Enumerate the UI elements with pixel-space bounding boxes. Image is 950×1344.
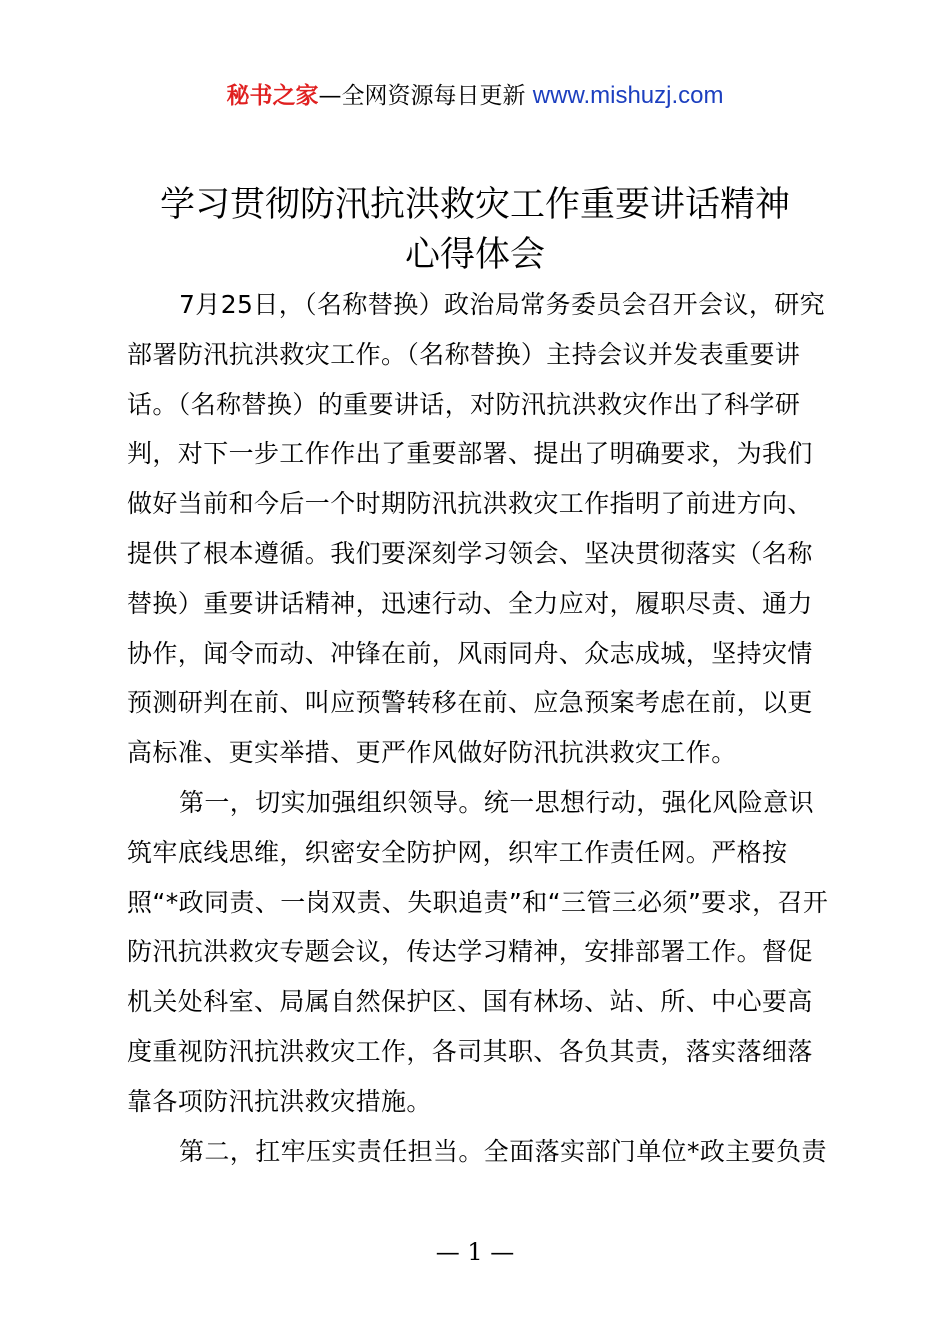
- document-title: [0, 180, 950, 280]
- site-banner: [0, 80, 950, 112]
- paragraph-first: 第一，切实加强组织领导。统一思想行动，强化风险意识筑牢底线思维，织密安全防护网，织牢工作责任网。严格按照“*政同责、一岗双责、失职追责”和“三管三必须”要求，召开防汛抗洪救灾专题会议，传达学习精神，安排部署工作。督促机关处科室、局属自然保护区、国有林场、站、所、中心要高度重视防汛抗洪救灾工作，各司其职、各负其责，落实落细落靠各项防汛抗洪救灾措施。: [127, 787, 829, 1116]
- page-number: [0, 1236, 950, 1268]
- title-line-2: 心得体会: [404, 235, 545, 275]
- banner-tagline: —全网资源每日更新: [318, 83, 526, 109]
- title-line-1: 学习贯彻防汛抗洪救灾工作重要讲话精神: [159, 185, 790, 225]
- paragraph-second: 第二，扛牢压实责任担当。全面落实部门单位*政主要负责: [179, 1136, 827, 1166]
- site-url-link[interactable]: www.mishuzj.com: [532, 82, 724, 109]
- document-body: [127, 280, 833, 1176]
- brand-name: 秘书之家: [226, 83, 319, 109]
- paragraph-intro: 7月25日，（名称替换）政治局常务委员会召开会议，研究部署防汛抗洪救灾工作。（名称替换）主持会议并发表重要讲话。（名称替换）的重要讲话，对防汛抗洪救灾作出了科学研判，对下一步工作作出了重要部署、提出了明确要求，为我们做好当前和今后一个时期防汛抗洪救灾工作指明了前进方向、提供了根本遵循。我们要深刻学习领会、坚决贯彻落实（名称替换）重要讲话精神，迅速行动、全力应对，履职尽责、通力协作，闻令而动、冲锋在前，风雨同舟、众志成城，坚持灾情预测研判在前、叫应预警转移在前、应急预案考虑在前，以更高标准、更实举措、更严作风做好防汛抗洪救灾工作。: [127, 290, 826, 768]
- page-number-text: — 1 —: [435, 1238, 515, 1266]
